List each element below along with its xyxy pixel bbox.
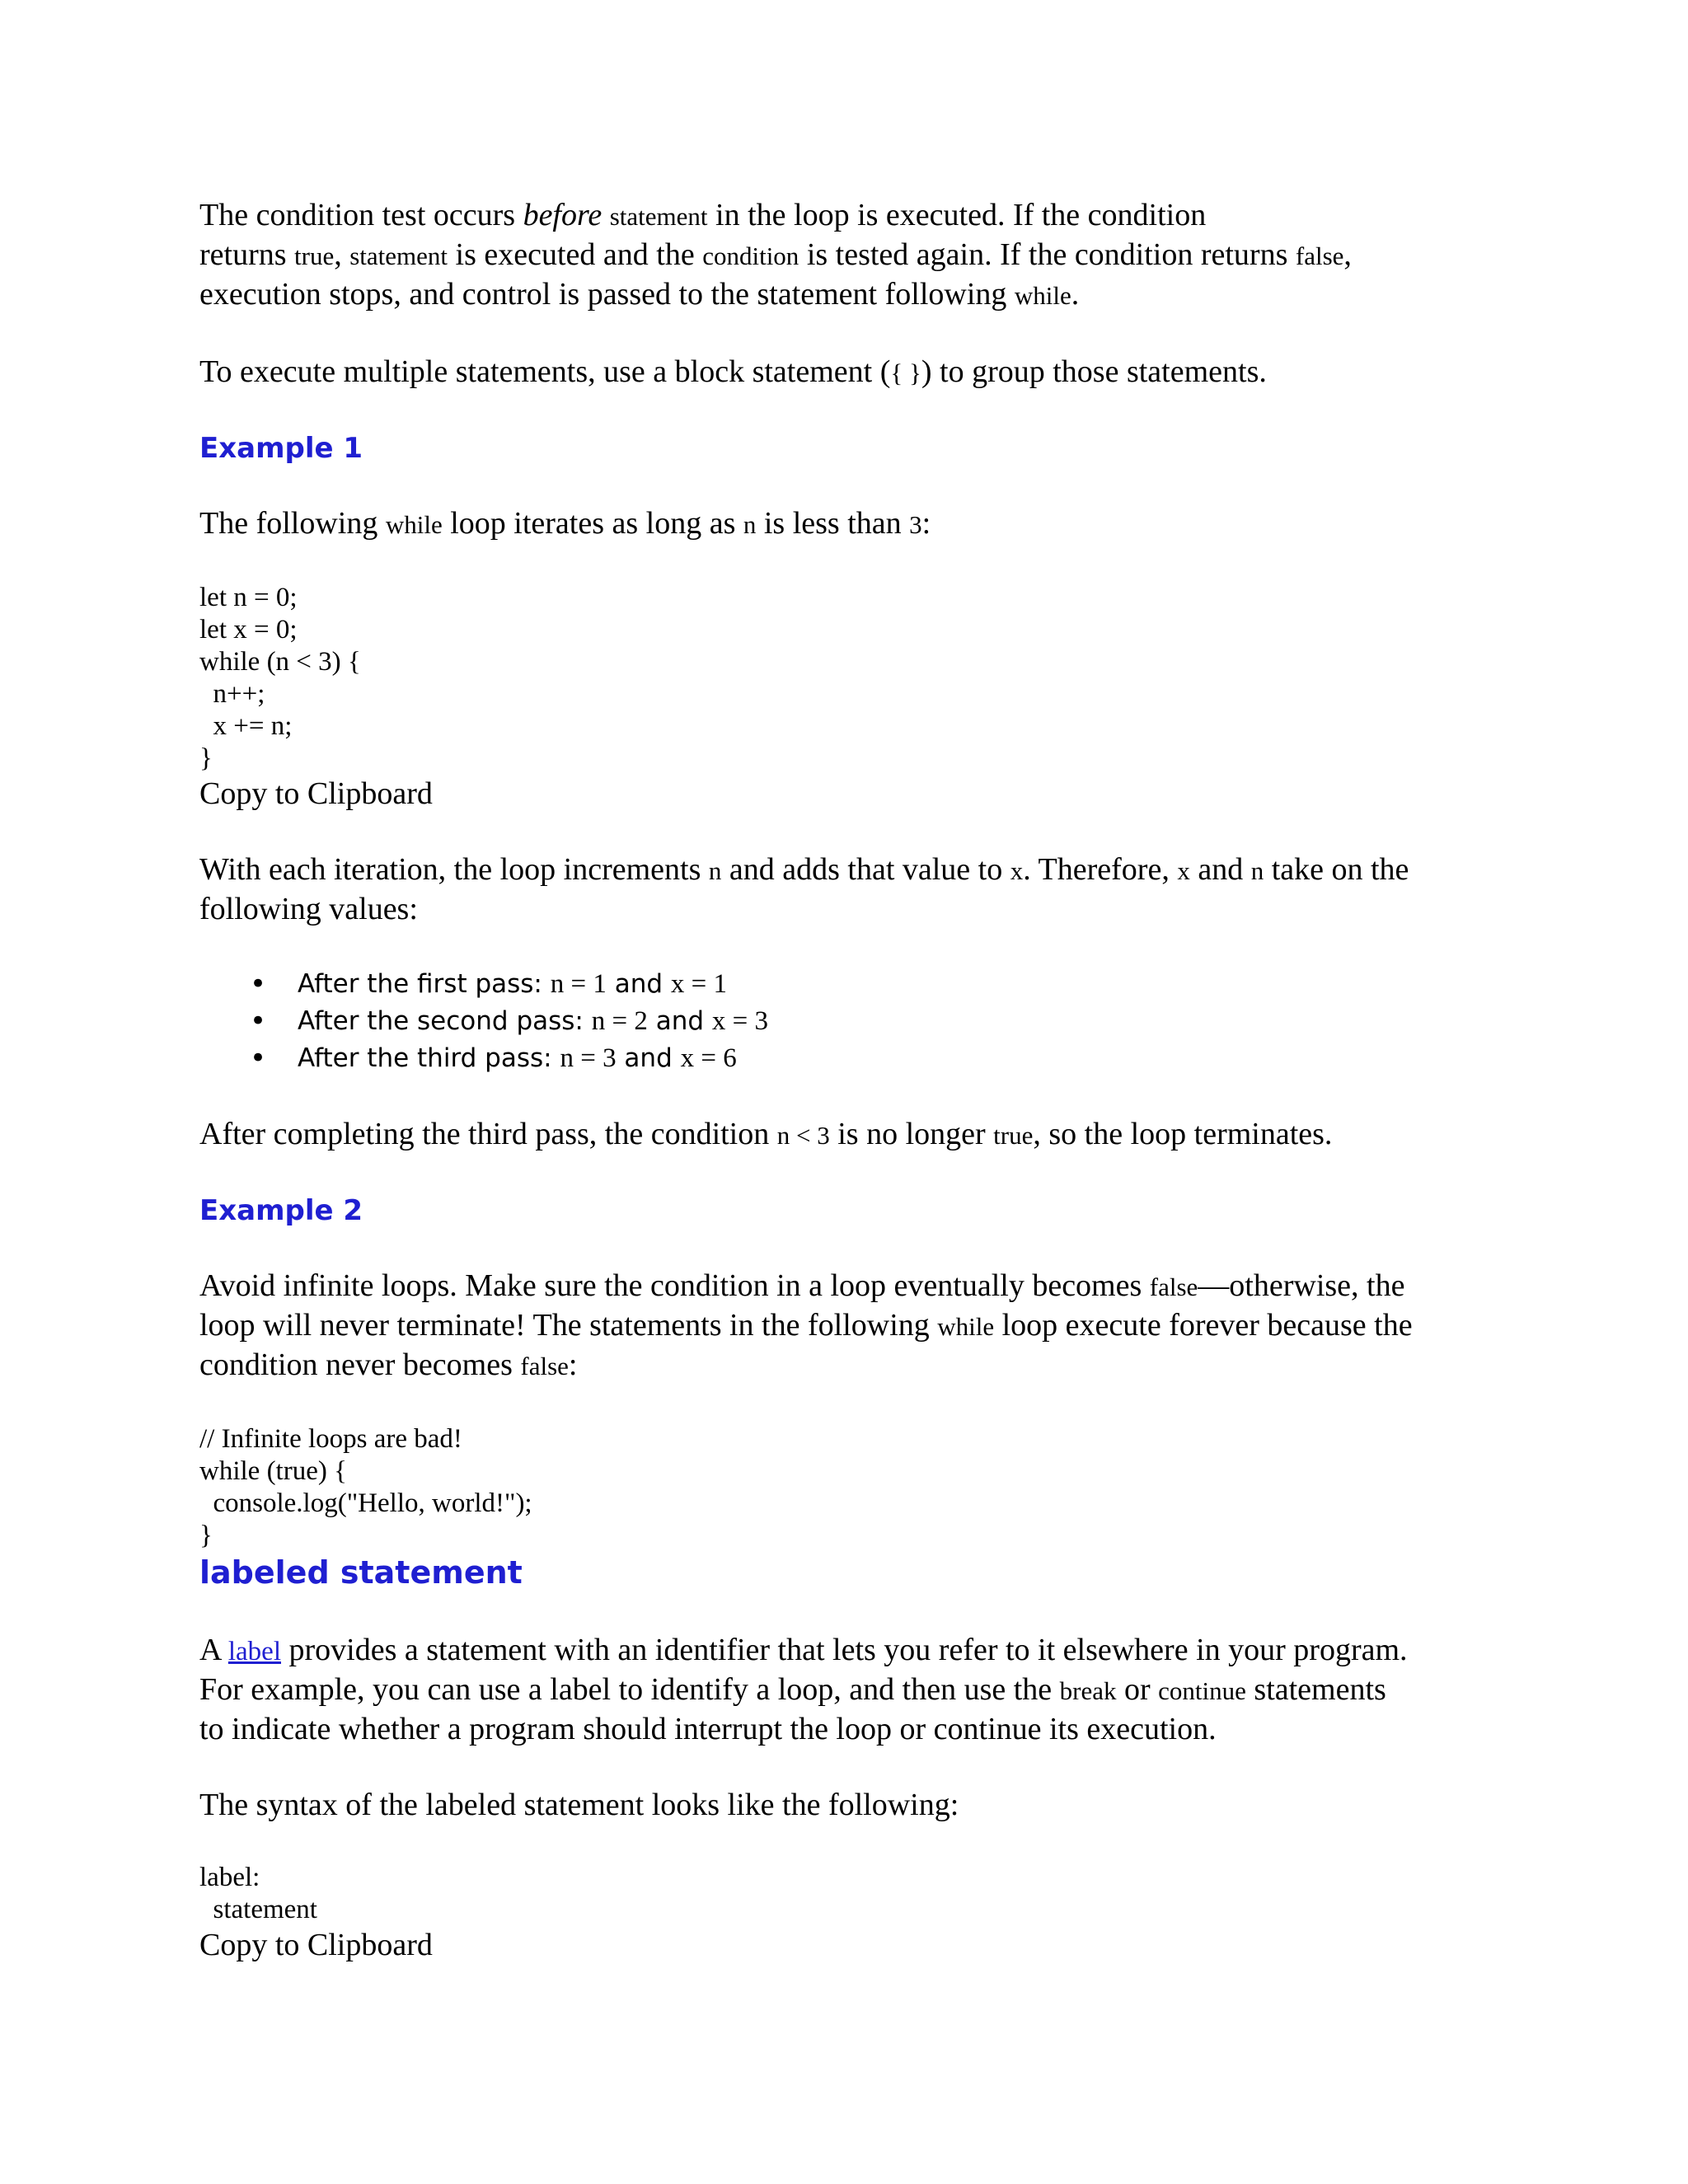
inline-code: while	[937, 1312, 995, 1341]
bullet-icon: •	[250, 1042, 267, 1075]
example-1-conclusion	[199, 1115, 1502, 1155]
inline-code: break	[1059, 1676, 1117, 1705]
inline-code: x	[1177, 856, 1190, 885]
text: provides a statement with an identifier that lets you refer to it elsewhere in your program.	[281, 1633, 1408, 1667]
example-1-code-block: let n = 0; let x = 0; while (n < 3) { n++; x += n; }	[199, 583, 361, 773]
intro-line-1	[199, 196, 1502, 236]
example-1-heading: Example 1	[199, 432, 363, 465]
inline-code: x = 6	[680, 1043, 737, 1073]
text: The following	[199, 506, 386, 541]
labeled-line-2	[199, 1671, 1502, 1710]
text: With each iteration, the loop increments	[199, 852, 709, 887]
text: —otherwise, the	[1198, 1268, 1405, 1303]
intro-paragraph	[199, 196, 1502, 315]
inline-code: while	[1014, 281, 1071, 310]
inline-code: false	[1149, 1272, 1198, 1301]
example-2-line-1	[199, 1267, 1502, 1306]
inline-code: true	[294, 241, 335, 270]
explanation-line-2: following values:	[199, 892, 418, 926]
inline-code: { }	[890, 359, 921, 387]
text: in the loop is executed. If the condition	[707, 198, 1207, 232]
inline-code: statement	[609, 202, 708, 231]
text: condition never becomes	[199, 1347, 521, 1382]
inline-code: n	[708, 856, 722, 885]
text: :	[921, 506, 931, 541]
list-item	[199, 1003, 1502, 1040]
inline-code: n = 3	[560, 1043, 617, 1073]
syntax-code-block: label: statement	[199, 1863, 317, 1924]
text: After the third pass:	[298, 1043, 560, 1073]
text: is executed and the	[448, 237, 703, 272]
inline-code: n = 1	[550, 969, 607, 999]
text: loop iterates as long as	[442, 506, 743, 541]
text: is less than	[756, 506, 910, 541]
emphasis-text: before	[523, 198, 603, 232]
example-2-intro	[199, 1267, 1502, 1385]
inline-code: continue	[1158, 1676, 1246, 1705]
text: For example, you can use a label to identify a loop, and then use the	[199, 1672, 1060, 1707]
inline-code: n < 3	[776, 1121, 830, 1150]
list-item	[199, 1040, 1502, 1077]
copy-to-clipboard-button[interactable]: Copy to Clipboard	[199, 1928, 433, 1962]
inline-code: x = 3	[711, 1006, 768, 1036]
text: loop will never terminate! The statements in the following	[199, 1308, 938, 1343]
text: is tested again. If the condition returns	[799, 237, 1296, 272]
inline-code: x	[1010, 856, 1024, 885]
text: . Therefore,	[1023, 852, 1178, 887]
text: and	[1189, 852, 1251, 887]
inline-code: while	[385, 510, 443, 539]
text: A	[199, 1633, 228, 1667]
label-link[interactable]: label	[227, 1637, 281, 1666]
inline-code: true	[993, 1121, 1034, 1150]
text: and adds that value to	[721, 852, 1010, 887]
list-item	[199, 966, 1502, 1003]
text: To execute multiple statements, use a block statement (	[199, 354, 891, 389]
text: After the second pass:	[298, 1006, 592, 1036]
intro-line-3	[199, 275, 1502, 315]
text: and	[647, 1006, 712, 1036]
example-2-line-2	[199, 1306, 1502, 1346]
intro-line-2	[199, 236, 1502, 275]
explanation-line-1	[199, 851, 1502, 890]
text: .	[1071, 277, 1080, 312]
inline-code: n = 2	[591, 1006, 648, 1036]
inline-code: statement	[349, 241, 448, 270]
inline-code: 3	[909, 510, 922, 539]
syntax-paragraph: The syntax of the labeled statement looks like the following:	[199, 1788, 959, 1822]
text: The condition test occurs	[199, 198, 523, 232]
inline-code: n	[1250, 856, 1264, 885]
example-1-explanation	[199, 851, 1502, 928]
copy-to-clipboard-button[interactable]: Copy to Clipboard	[199, 776, 433, 811]
bullet-icon: •	[250, 968, 267, 1001]
example-2-heading: Example 2	[199, 1194, 363, 1227]
document-page	[199, 196, 1502, 2002]
labeled-statement-paragraph	[199, 1631, 1502, 1748]
text: statements	[1245, 1672, 1386, 1707]
labeled-statement-heading: labeled statement	[199, 1554, 523, 1591]
example-2-code-block: // Infinite loops are bad! while (true) { console.log("Hello, world!"); }	[199, 1424, 532, 1550]
text: Avoid infinite loops. Make sure the condition in a loop eventually becomes	[199, 1268, 1150, 1303]
text: is no longer	[829, 1117, 994, 1151]
text: or	[1116, 1672, 1159, 1707]
pass-values-list	[199, 966, 1502, 1077]
text: After the first pass:	[298, 969, 551, 999]
text: take on the	[1264, 852, 1409, 887]
inline-code: false	[520, 1352, 569, 1380]
bullet-icon: •	[250, 1005, 267, 1038]
text: ) to group those statements.	[921, 354, 1267, 389]
text	[602, 198, 610, 232]
text: After completing the third pass, the condition	[199, 1117, 777, 1151]
text: returns	[199, 237, 295, 272]
example-1-intro	[199, 504, 1502, 544]
text: and	[616, 1043, 681, 1073]
text: , so the loop terminates.	[1033, 1117, 1333, 1151]
text: loop execute forever because the	[994, 1308, 1413, 1343]
labeled-line-1	[199, 1631, 1502, 1671]
inline-code: false	[1295, 241, 1344, 270]
block-statement-paragraph	[199, 353, 1502, 392]
inline-code: n	[743, 510, 757, 539]
text: and	[606, 969, 671, 999]
text: ,	[334, 237, 350, 272]
inline-code: condition	[702, 241, 799, 270]
text: execution stops, and control is passed to the statement following	[199, 277, 1015, 312]
inline-code: x = 1	[670, 969, 728, 999]
example-2-line-3	[199, 1346, 1502, 1385]
text: ,	[1343, 237, 1352, 272]
labeled-line-3: to indicate whether a program should interrupt the loop or continue its execution.	[199, 1712, 1217, 1746]
text: :	[568, 1347, 578, 1382]
